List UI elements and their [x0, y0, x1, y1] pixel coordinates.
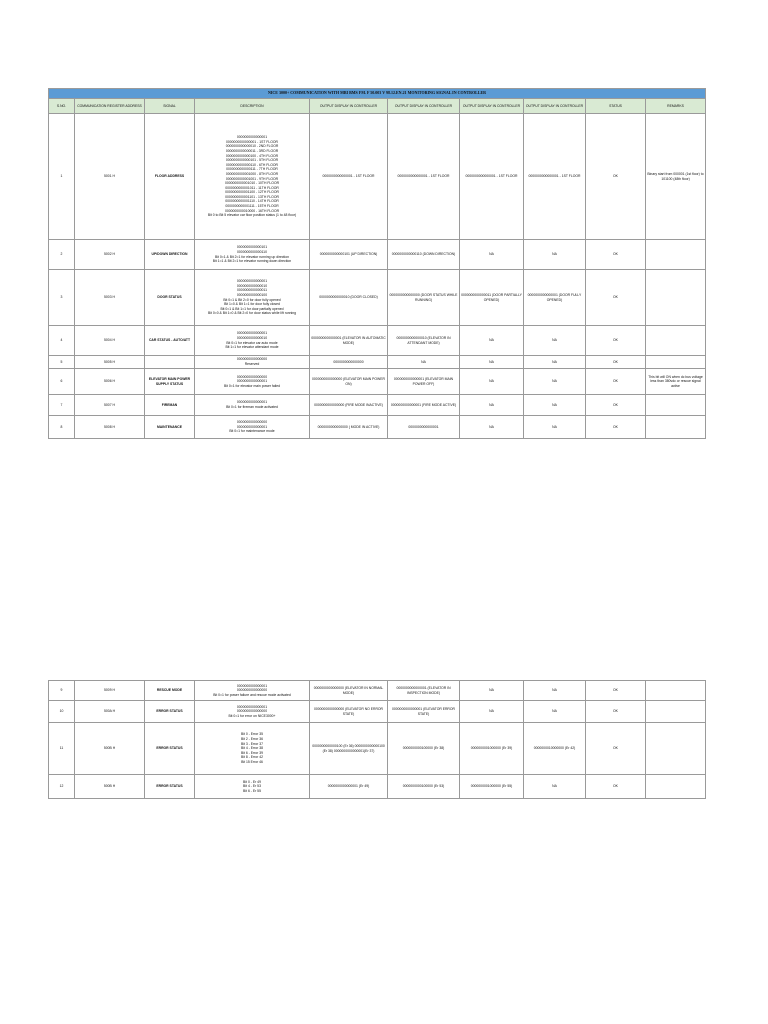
cell-status: OK [586, 369, 646, 395]
cell-output-1: 0000000000000001 (ELEVATOR IN AUTOMATIC MODE) [310, 326, 388, 356]
cell-signal: ELEVATOR MAIN POWER SUPPLY STATUS [145, 369, 195, 395]
cell-output-3: NA [460, 681, 524, 701]
cell-output-3: 0000000000000001 - 1ST FLOOR [460, 114, 524, 240]
header-output-4: OUTPUT DISPLAY IN CONTROLLER [524, 99, 586, 114]
table-row [49, 681, 706, 701]
description-line: Bit 3 - Error 37 [240, 741, 264, 746]
cell-status: OK [586, 416, 646, 439]
cell-sno: 4 [49, 326, 75, 356]
cell-address: 5004 H [75, 326, 145, 356]
description-line: 0000000000000101 [236, 245, 268, 250]
cell-description [195, 416, 310, 439]
cell-status: OK [586, 114, 646, 240]
cell-status: OK [586, 681, 646, 701]
cell-sno: 3 [49, 270, 75, 326]
description-line: 0000000000000101 - 5TH FLOOR [225, 158, 279, 163]
cell-output-1: 0000000000000010 (DOOR CLOSED) [310, 270, 388, 326]
cell-output-3: NA [460, 326, 524, 356]
cell-output-2: 0000000000000001 [388, 416, 460, 439]
table-row [49, 723, 706, 775]
description-line: Bit 1=0 & Bit 1=1 for door fully closed [224, 302, 280, 307]
cell-status: OK [586, 395, 646, 416]
description-line: 0000000000010000 - 16TH FLOOR [224, 208, 280, 213]
table-row [49, 369, 706, 395]
description-line: 0000000000001111 - 15TH FLOOR [225, 204, 279, 209]
cell-output-2: 0000000000000001 (FIRE MODE ACTIVE) [388, 395, 460, 416]
description-line: 0000000000001001 - 9TH FLOOR [225, 176, 279, 181]
description-line: Bit 15 Error 46 [241, 759, 263, 764]
cell-output-2: 0000000000000001 (ELEVATOR MAIN POWER OFF) [388, 369, 460, 395]
description-line: 0000000000001000 - 8TH FLOOR [225, 171, 279, 176]
cell-output-2: 0000000000000000 (DOOR STATUS WHILE RUNNING) [388, 270, 460, 326]
description-line: 0000000000001110 - 14TH FLOOR [225, 199, 279, 204]
cell-address: 5005 H [75, 356, 145, 369]
cell-output-2: 0000000000100000 (Er 53) [388, 775, 460, 799]
cell-output-4: NA [524, 701, 586, 723]
table-row [49, 395, 706, 416]
table-row [49, 356, 706, 369]
description-line: Bit 6 - Er 55 [243, 788, 261, 793]
description-line: Bit 0 - Er 49 [243, 779, 261, 784]
cell-signal: UP/DOWN DIRECTION [145, 240, 195, 270]
cell-address: 5007 H [75, 395, 145, 416]
cell-output-2: 0000000000000001 - 1ST FLOOR [388, 114, 460, 240]
cell-output-4: 0000000000000001 - 1ST FLOOR [524, 114, 586, 240]
cell-signal: ERROR STATUS [145, 723, 195, 775]
cell-address: 5001 H [75, 114, 145, 240]
description-line: 0000000000000110 [237, 249, 267, 254]
description-line: 0000000000001101 - 13TH FLOOR [225, 194, 279, 199]
cell-sno: 2 [49, 240, 75, 270]
description-line: Bit 0=1 for maintenance mode [229, 429, 275, 434]
cell-description [195, 681, 310, 701]
description-line: 0000000000000111 - 7TH FLOOR [226, 167, 278, 172]
cell-output-2: 0000000000000001 (ELEVATOR ERROR STATE) [388, 701, 460, 723]
description-line: 0000000000001010 - 10TH FLOOR [224, 181, 280, 186]
cell-output-2: 0000000000100000 (Er 38) [388, 723, 460, 775]
cell-output-4: NA [524, 326, 586, 356]
description-line: Bit 0 to Bit 5 elevator car floor position status (1 to 48 floor) [207, 213, 297, 218]
monitoring-signal-table-continued [48, 680, 706, 799]
description-line: 0000000000000001 [236, 400, 268, 405]
cell-signal: ERROR STATUS [145, 775, 195, 799]
cell-output-4: NA [524, 681, 586, 701]
cell-signal: DOOR STATUS [145, 270, 195, 326]
cell-status: OK [586, 775, 646, 799]
cell-remarks [646, 270, 706, 326]
cell-output-1: 0000000000000101 (UP DIRECTION) [310, 240, 388, 270]
cell-signal: FLOOR ADDRESS [145, 114, 195, 240]
header-output-3: OUTPUT DISPLAY IN CONTROLLER [460, 99, 524, 114]
cell-output-3: NA [460, 395, 524, 416]
cell-remarks: Binary start from 000001 (1st floor) to 101100 (48th floor) [646, 114, 706, 240]
cell-output-4: NA [524, 775, 586, 799]
cell-sno: 7 [49, 395, 75, 416]
cell-output-2: 0000000000000001 (ELEVATOR IN INSPECTION MODE) [388, 681, 460, 701]
description-line: 0000000000001100 - 12TH FLOOR [225, 190, 279, 195]
description-line: Bit 8 - Error 42 [240, 755, 264, 760]
cell-remarks [646, 395, 706, 416]
cell-status: OK [586, 356, 646, 369]
cell-address: 500B H [75, 775, 145, 799]
cell-output-3: 0000000000000011 (DOOR PARTIALLY OPENED) [460, 270, 524, 326]
header-status: STATUS [586, 99, 646, 114]
header-remarks: REMARKS [646, 99, 706, 114]
cell-output-1: 0000000000000000 (ELEVATOR IN NORMAL MODE) [310, 681, 388, 701]
description-line: Bit 0=1 & Bit 1=1 for door partially opened [220, 306, 284, 311]
cell-status: OK [586, 240, 646, 270]
description-line: Bit 1=1 & Bit 2=1 for elevator running down direction [212, 259, 292, 264]
cell-description [195, 701, 310, 723]
cell-address: 5006 H [75, 369, 145, 395]
description-line: Bit 0=1 for power failure and rescue mode activated [213, 692, 291, 697]
cell-remarks [646, 775, 706, 799]
description-line: Bit 0=1 for elevator car auto mode [226, 340, 278, 345]
description-line: Bit 4 - Error 38 [240, 746, 264, 751]
header-sno: S.NO. [49, 99, 75, 114]
table-title-row [49, 89, 706, 99]
cell-output-4: 0000000010000000 (Er 42) [524, 723, 586, 775]
table-title: NICE 3000+ COMMUNICATION WITH MBI BMS FM. F 50.003 V 98.12.EN.21 MONITORING SIGNAL IN CONTROLLER [49, 89, 706, 99]
cell-output-3: NA [460, 356, 524, 369]
cell-address: 5008 H [75, 416, 145, 439]
table-row [49, 326, 706, 356]
cell-output-1: 0000000000000000 (ELEVATOR NO ERROR STATE) [310, 701, 388, 723]
cell-description [195, 369, 310, 395]
cell-sno: 11 [49, 723, 75, 775]
cell-output-1: 0000000000000000 ( MODE IN ACTIVE) [310, 416, 388, 439]
description-line: Bit 2 - Error 36 [240, 737, 264, 742]
cell-remarks [646, 240, 706, 270]
description-line: Bit 0=0 & Bit 1=0 & Bit 2=0 for door status while lift running [207, 311, 297, 316]
description-line: 0000000000000010 [236, 283, 268, 288]
cell-output-1: 0000000000000001 (Er 49) [310, 775, 388, 799]
cell-remarks [646, 701, 706, 723]
description-line: Bit 0=1 for fireman mode activated [226, 405, 278, 409]
description-line: 0000000000000001 [236, 704, 268, 709]
description-line: 0000000000000010 [236, 335, 268, 340]
description-line: 0000000000000100 [236, 292, 268, 297]
cell-address: 500A H [75, 701, 145, 723]
cell-output-1: 0000000000000100 (Er 36) 0000000000000100 (Er 38) 0000000000000001(Er 37) [310, 723, 388, 775]
table-row [49, 114, 706, 240]
cell-output-2: NA [388, 356, 460, 369]
cell-sno: 12 [49, 775, 75, 799]
cell-description [195, 395, 310, 416]
description-line: 0000000000000001 [236, 683, 268, 688]
header-output-1: OUTPUT DISPLAY IN CONTROLLER [310, 99, 388, 114]
description-line: Bit 4 - Er 53 [243, 784, 261, 789]
cell-status: OK [586, 326, 646, 356]
description-line: Bit 0=1 for error on NICE3000+ [228, 713, 276, 718]
cell-description [195, 326, 310, 356]
description-line: Reserved [244, 362, 260, 366]
cell-signal: ERROR STATUS [145, 701, 195, 723]
description-line: 0000000000000000 [236, 709, 268, 714]
cell-output-3: NA [460, 416, 524, 439]
header-address: COMMUNICATION REGISTER ADDRESS [75, 99, 145, 114]
cell-remarks [646, 356, 706, 369]
cell-output-2: 0000000000000110 (DOWN DIRECTION) [388, 240, 460, 270]
description-line: 0000000000000100 - 4TH FLOOR [225, 153, 279, 158]
cell-output-4: NA [524, 395, 586, 416]
table-row [49, 701, 706, 723]
cell-status: OK [586, 701, 646, 723]
cell-output-1: 0000000000000000 [310, 356, 388, 369]
cell-remarks [646, 723, 706, 775]
cell-signal: FIREMAN [145, 395, 195, 416]
cell-sno: 6 [49, 369, 75, 395]
cell-address: 5003 H [75, 270, 145, 326]
cell-output-4: NA [524, 240, 586, 270]
table-row [49, 240, 706, 270]
cell-address: 5002 H [75, 240, 145, 270]
description-line: 0000000000000000 [236, 420, 268, 425]
cell-description [195, 356, 310, 369]
cell-output-3: NA [460, 701, 524, 723]
table-row [49, 416, 706, 439]
cell-output-4: NA [524, 416, 586, 439]
description-line: 0000000000000001 [236, 331, 268, 336]
description-line: Bit 0=1 & Bit 2=0 for door fully opened [223, 297, 281, 302]
description-line: 0000000000000000 [236, 357, 268, 362]
cell-description [195, 114, 310, 240]
cell-sno: 1 [49, 114, 75, 240]
header-signal: SIGNAL [145, 99, 195, 114]
header-output-2: OUTPUT DISPLAY IN CONTROLLER [388, 99, 460, 114]
monitoring-signal-table [48, 88, 706, 439]
cell-remarks [646, 326, 706, 356]
cell-address: 500B H [75, 723, 145, 775]
cell-description [195, 240, 310, 270]
cell-description [195, 723, 310, 775]
cell-output-3: NA [460, 240, 524, 270]
cell-output-1: 0000000000000001 - 1ST FLOOR [310, 114, 388, 240]
description-line: 0000000000000000 [236, 688, 268, 693]
cell-signal: RESCUE MODE [145, 681, 195, 701]
cell-remarks: This bit will ON when dc bus voltage less than 380vdc or rescue signal active [646, 369, 706, 395]
cell-description [195, 270, 310, 326]
description-line: 0000000000000001 - 1ST FLOOR [226, 139, 278, 144]
description-line: Bit 0=1 for elevator main power failed [223, 383, 281, 388]
cell-address: 5009 H [75, 681, 145, 701]
description-line: Bit 6 - Error 39 [240, 750, 264, 755]
cell-remarks [646, 681, 706, 701]
description-line: 0000000000000011 - 3RD FLOOR [225, 148, 279, 153]
cell-output-2: 0000000000000010 (ELEVATOR IN ATTENDANT MODE) [388, 326, 460, 356]
description-line: 0000000000000011 [237, 288, 267, 293]
description-line: Bit 0 - Error 35 [240, 732, 264, 737]
cell-output-4: NA [524, 356, 586, 369]
description-line: 0000000000000110 - 6TH FLOOR [226, 162, 278, 167]
description-line: 0000000000000001 [236, 379, 268, 384]
cell-output-1: 0000000000000000 (ELEVATOR MAIN POWER ON) [310, 369, 388, 395]
description-line: 0000000000000001 [236, 424, 268, 429]
cell-output-3: NA [460, 369, 524, 395]
cell-sno: 5 [49, 356, 75, 369]
cell-remarks [646, 416, 706, 439]
cell-sno: 8 [49, 416, 75, 439]
cell-status: OK [586, 270, 646, 326]
cell-signal: CAR STATUS - AUTO/ATT [145, 326, 195, 356]
description-line: 0000000000001011 - 11TH FLOOR [225, 185, 279, 190]
cell-sno: 10 [49, 701, 75, 723]
table-header-row [49, 99, 706, 114]
cell-output-1: 0000000000000000 (FIRE MODE INACTIVE) [310, 395, 388, 416]
description-line: Bit 1=1 for elevator attendant mode [225, 345, 279, 350]
cell-signal [145, 356, 195, 369]
cell-output-4: NA [524, 369, 586, 395]
cell-description [195, 775, 310, 799]
description-line: 0000000000000010 - 2ND FLOOR [225, 144, 279, 149]
cell-sno: 9 [49, 681, 75, 701]
cell-signal: MAINTENANCE [145, 416, 195, 439]
table-row [49, 270, 706, 326]
header-description: DESCRIPTION [195, 99, 310, 114]
description-line: 0000000000000001 [236, 135, 268, 140]
cell-status: OK [586, 723, 646, 775]
description-line: Bit 0=1 & Bit 2=1 for elevator running up direction [214, 254, 290, 259]
description-line: 0000000000000001 [236, 279, 268, 284]
cell-output-3: 0000000001000000 (Er 39) [460, 723, 524, 775]
cell-output-3: 0000000001000000 (Er 55) [460, 775, 524, 799]
cell-output-4: 0000000000000001 (DOOR FULLY OPENED) [524, 270, 586, 326]
table-row [49, 775, 706, 799]
description-line: 0000000000000000 [236, 374, 268, 379]
